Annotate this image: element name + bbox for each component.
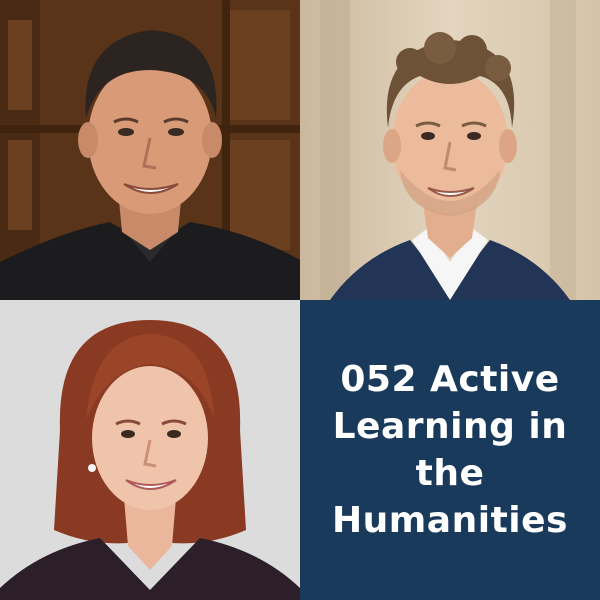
- episode-title: [318, 356, 582, 544]
- guest-photo-3: [0, 300, 300, 600]
- person-photo-icon: [300, 0, 600, 300]
- episode-title-line: Learning in: [332, 406, 568, 447]
- episode-title-line: 052 Active: [340, 359, 560, 400]
- guest-photo-2: [300, 0, 600, 300]
- person-photo-icon: [0, 0, 300, 300]
- guest-photo-1: [0, 0, 300, 300]
- person-photo-icon: [0, 300, 300, 600]
- episode-title-line: the: [415, 453, 485, 494]
- episode-title-line: Humanities: [332, 500, 568, 541]
- episode-title-panel: [300, 300, 600, 600]
